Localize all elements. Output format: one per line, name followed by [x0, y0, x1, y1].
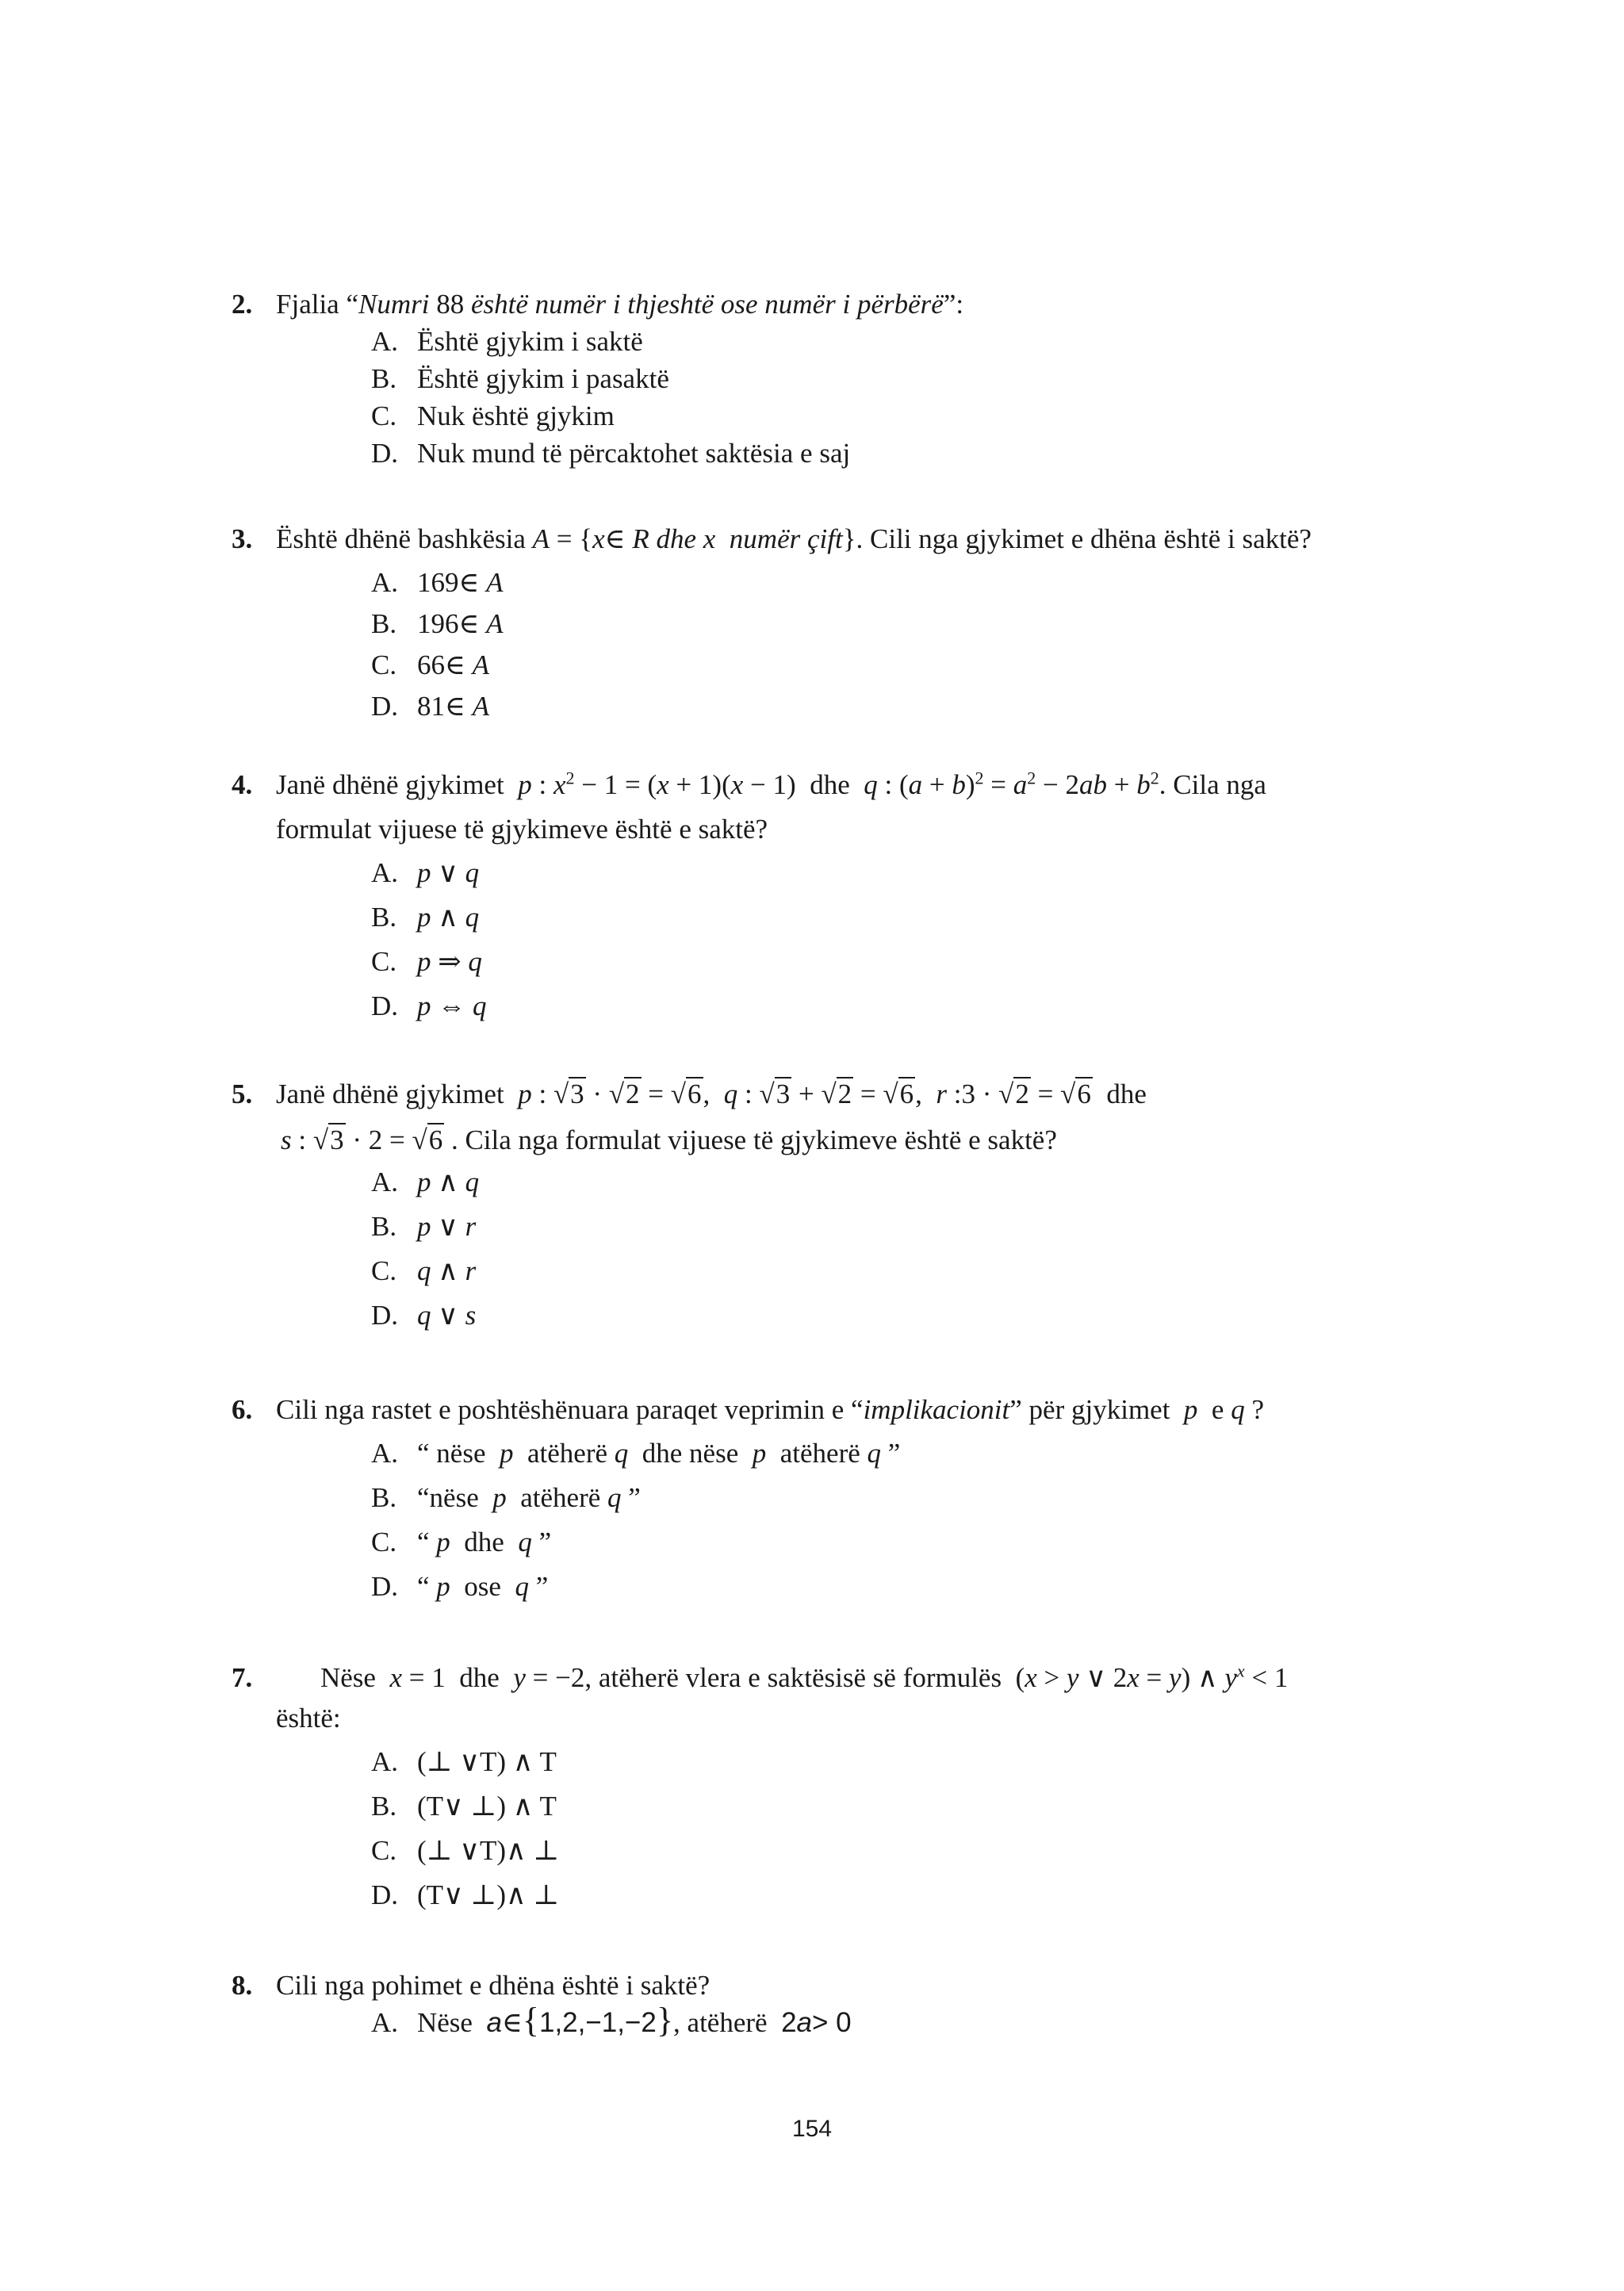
options-list: [371, 323, 1421, 472]
options-list: [371, 1740, 1421, 1917]
option-b: B. “nëse p atëherë q ”: [371, 1482, 641, 1513]
options-list: [371, 1160, 1421, 1338]
option-c: C. (⊥ ∨T)∧ ⊥: [371, 1835, 560, 1866]
question-text: Janë dhënë gjykimet p : √3 · √2 = √6, q : √3 + √2 = √6, r :3 · √2 = √6 dhe: [276, 1078, 1147, 1109]
option-d: D. q ∨ s: [371, 1300, 477, 1331]
question-number: 6.: [232, 1394, 253, 1425]
question-number: 3.: [232, 523, 253, 554]
options-list: [371, 562, 1421, 727]
question-number: 8.: [232, 1970, 253, 2001]
option-c: C. “ p dhe q ”: [371, 1527, 552, 1557]
question-text: Janë dhënë gjykimet p : $x^2 - 1 = (x + 1)(x - 1)$ dhe q : $(a + b)^2 = a^2 - 2ab + b^2$. Cila nga: [276, 768, 1266, 800]
question-7: [232, 1659, 1421, 1917]
question-4: [232, 766, 1421, 1029]
question-2: [232, 285, 1421, 472]
question-text: Nëse x = 1 dhe y = −2, atëherë vlera e saktësisë së formulës (x > y ∨ 2x = y) ∧ $y^x < 1$: [320, 1661, 1289, 1693]
option-c: C. Nuk është gjykim: [371, 400, 615, 431]
option-d: D. “ p ose q ”: [371, 1571, 549, 1602]
option-a: A. p ∨ q: [371, 857, 480, 888]
option-a: A. “ nëse p atëherë q dhe nëse p atëherë q ”: [371, 1438, 901, 1469]
question-text: Cili nga rastet e poshtëshënuara paraqet veprimin e “implikacionit” për gjykimet p e q ?: [276, 1394, 1265, 1425]
question-text: Fjalia “Numri 88 është numër i thjeshtë ose numër i përbërë”:: [276, 289, 964, 320]
option-d: D. p ⇔ q: [371, 990, 487, 1021]
options-list: [371, 2001, 1421, 2041]
question-8: [232, 1967, 1421, 2041]
option-d: D. (T∨ ⊥)∧ ⊥: [371, 1879, 560, 1910]
question-number: 4.: [232, 769, 253, 800]
question-text: Është dhënë bashkësia A = {x∈ R dhe x numër çift}. Cili nga gjykimet e dhëna është i saktë?: [276, 523, 1312, 554]
question-text-continued: formulat vijuese të gjykimeve është e saktë?: [276, 814, 768, 845]
option-a: A. (⊥ ∨T) ∧ T: [371, 1746, 557, 1777]
options-list: [371, 1431, 1421, 1609]
option-b: B. 196∈ A: [371, 608, 504, 639]
question-text-continued: është:: [276, 1703, 341, 1734]
question-3: [232, 520, 1421, 727]
option-b: B. Është gjykim i pasaktë: [371, 363, 669, 394]
option-a: A. p ∧ q: [371, 1167, 480, 1197]
option-c: C. p ⇒ q: [371, 946, 482, 977]
question-6: [232, 1391, 1421, 1609]
option-d: D. 81∈ A: [371, 691, 490, 722]
option-a: A. Nëse a∈{1,2,−1,−2}, atëherë 2a> 0: [371, 2001, 852, 2040]
question-number: 5.: [232, 1078, 253, 1109]
option-a: A. 169∈ A: [371, 567, 504, 598]
option-c: C. q ∧ r: [371, 1255, 477, 1286]
question-5: [232, 1075, 1421, 1338]
question-text: Cili nga pohimet e dhëna është i saktë?: [276, 1970, 710, 2001]
option-b: B. (T∨ ⊥) ∧ T: [371, 1791, 557, 1822]
question-number: 7.: [232, 1662, 253, 1693]
option-c: C. 66∈ A: [371, 649, 490, 680]
option-b: B. p ∨ r: [371, 1211, 477, 1242]
option-a: A. Është gjykim i saktë: [371, 326, 643, 357]
option-d: D. Nuk mund të përcaktohet saktësia e saj: [371, 438, 851, 469]
option-b: B. p ∧ q: [371, 902, 480, 933]
options-list: [371, 851, 1421, 1029]
question-number: 2.: [232, 289, 253, 320]
question-text-continued: s : √3 · 2 = √6 . Cila nga formulat vijuese të gjykimeve është e saktë?: [281, 1124, 1057, 1155]
page-number: 154: [791, 2116, 833, 2142]
